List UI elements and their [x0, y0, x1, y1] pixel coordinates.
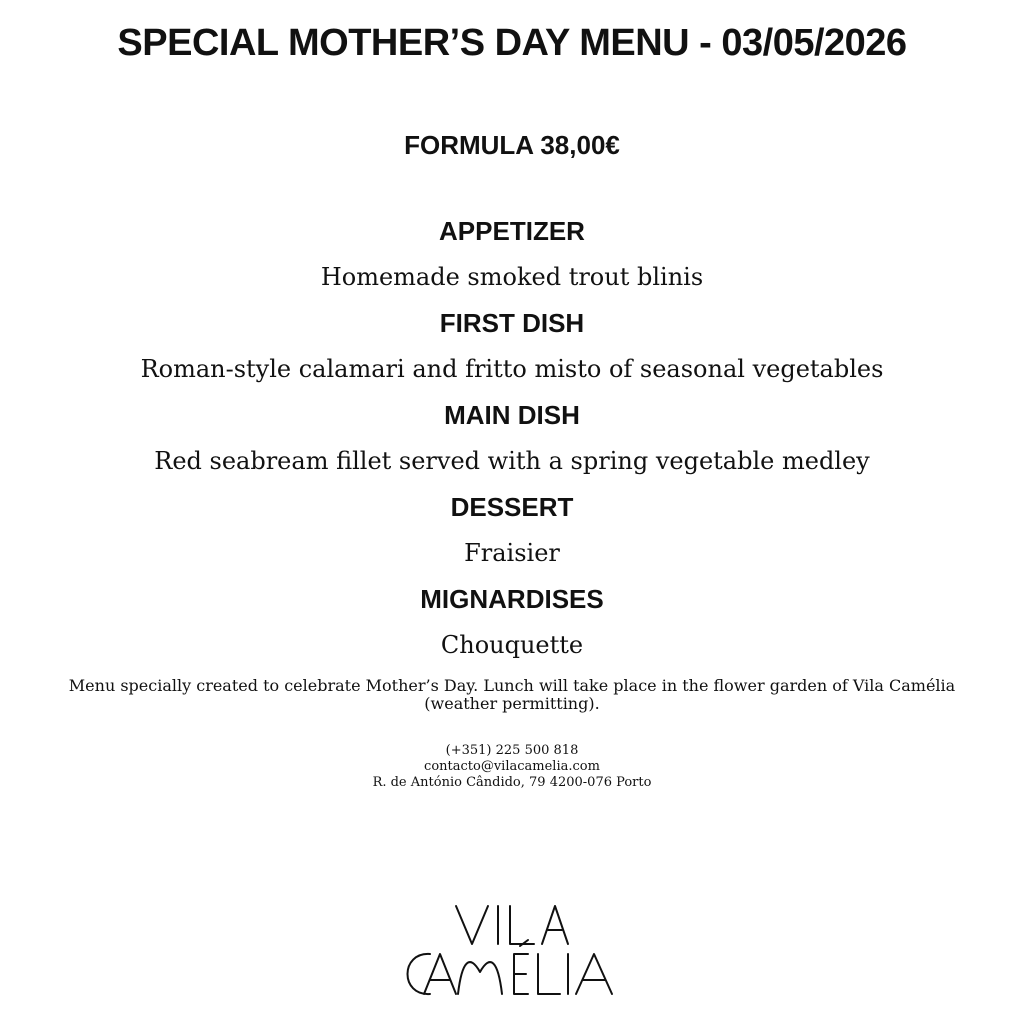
main-dish-heading: MAIN DISH [444, 400, 580, 430]
first-dish-item: Roman-style calamari and fritto misto of seasonal vegetables [140, 355, 884, 383]
mignardises-item: Chouquette [440, 631, 584, 659]
dessert-heading: DESSERT [450, 492, 574, 522]
contact-phone: (+351) 225 500 818 [445, 743, 579, 758]
appetizer-heading: APPETIZER [439, 216, 585, 246]
first-dish-heading: FIRST DISH [439, 308, 585, 338]
main-dish-item: Red seabream fillet served with a spring vegetable medley [154, 447, 870, 475]
contact-address: R. de António Cândido, 79 4200-076 Porto [372, 775, 652, 790]
appetizer-item: Homemade smoked trout blinis [320, 263, 704, 291]
menu-title: SPECIAL MOTHER’S DAY MENU - 03/05/2026 [117, 22, 907, 64]
logo-mark [392, 900, 632, 1000]
formula-price: FORMULA 38,00€ [404, 130, 620, 160]
menu-note: Menu specially created to celebrate Mother’s Day. Lunch will take place in the flower garden of Vila Camélia (weather permitting). [68, 676, 956, 713]
vila-camelia-logo [392, 900, 632, 1000]
mignardises-heading: MIGNARDISES [420, 584, 604, 614]
contact-block [0, 743, 1024, 791]
dessert-item: Fraisier [464, 539, 560, 567]
contact-email: contacto@vilacamelia.com [424, 759, 600, 774]
